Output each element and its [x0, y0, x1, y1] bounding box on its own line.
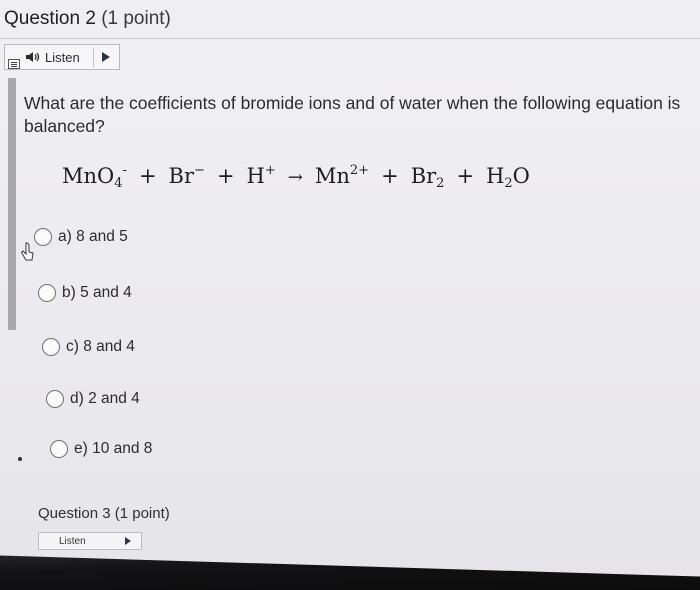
radio-button[interactable] — [34, 228, 52, 246]
next-listen-toolbar[interactable] — [38, 532, 142, 550]
scroll-indicator[interactable] — [8, 78, 16, 330]
option-label: e) 10 and 8 — [74, 440, 153, 457]
option-label: b) 5 and 4 — [62, 284, 132, 301]
chemical-equation — [62, 163, 530, 199]
option-label: d) 2 and 4 — [70, 390, 140, 407]
plus-sign: + — [216, 164, 235, 188]
bullet-dot — [18, 457, 22, 461]
speaker-icon — [25, 50, 41, 64]
cursor-icon — [20, 242, 34, 264]
permanganate-term: MnO$_4$- — [62, 163, 127, 191]
bromine-term: $Br_2$ — [410, 164, 445, 191]
question-number: Question 2 — [4, 8, 96, 29]
reaction-arrow: → — [287, 167, 303, 188]
listen-button[interactable] — [25, 45, 91, 69]
listen-label: Listen — [45, 49, 80, 65]
bromide-term: Br− — [168, 163, 205, 188]
answer-option-e[interactable] — [50, 438, 152, 460]
next-question-number: Question 3 — [38, 505, 111, 522]
radio-button[interactable] — [38, 284, 56, 302]
option-label: a) 8 and 5 — [58, 228, 128, 245]
plus-sign: + — [381, 164, 399, 188]
question-header — [0, 0, 700, 39]
answer-option-c[interactable] — [42, 336, 135, 358]
answer-option-a[interactable] — [34, 226, 128, 248]
toolbar-divider — [93, 47, 94, 67]
answer-option-b[interactable] — [38, 282, 132, 304]
next-listen-label[interactable]: Listen — [59, 535, 86, 547]
screen-bezel — [0, 548, 700, 590]
question-prompt: What are the coefficients of bromide ions and of water when the following equation is balanced? — [24, 93, 681, 136]
answer-option-d[interactable] — [46, 388, 140, 410]
play-icon[interactable] — [102, 52, 110, 62]
radio-button[interactable] — [42, 338, 60, 356]
next-question-points: (1 point) — [114, 505, 170, 522]
plus-sign: + — [138, 164, 157, 188]
manganese-term: $Mn^{2+}$ — [314, 163, 370, 188]
radio-button[interactable] — [46, 390, 64, 408]
plus-sign: + — [456, 164, 475, 188]
listen-toolbar — [4, 44, 120, 70]
radio-button[interactable] — [50, 440, 68, 458]
menu-icon[interactable] — [8, 59, 20, 69]
option-label: c) 8 and 4 — [66, 338, 135, 355]
question-points: (1 point) — [101, 8, 171, 29]
next-question-title — [38, 505, 170, 522]
question-title — [4, 8, 171, 30]
hydrogen-ion-term: H+ — [246, 163, 276, 188]
play-icon[interactable] — [125, 537, 131, 545]
water-term: $H_2O$ — [486, 164, 530, 191]
